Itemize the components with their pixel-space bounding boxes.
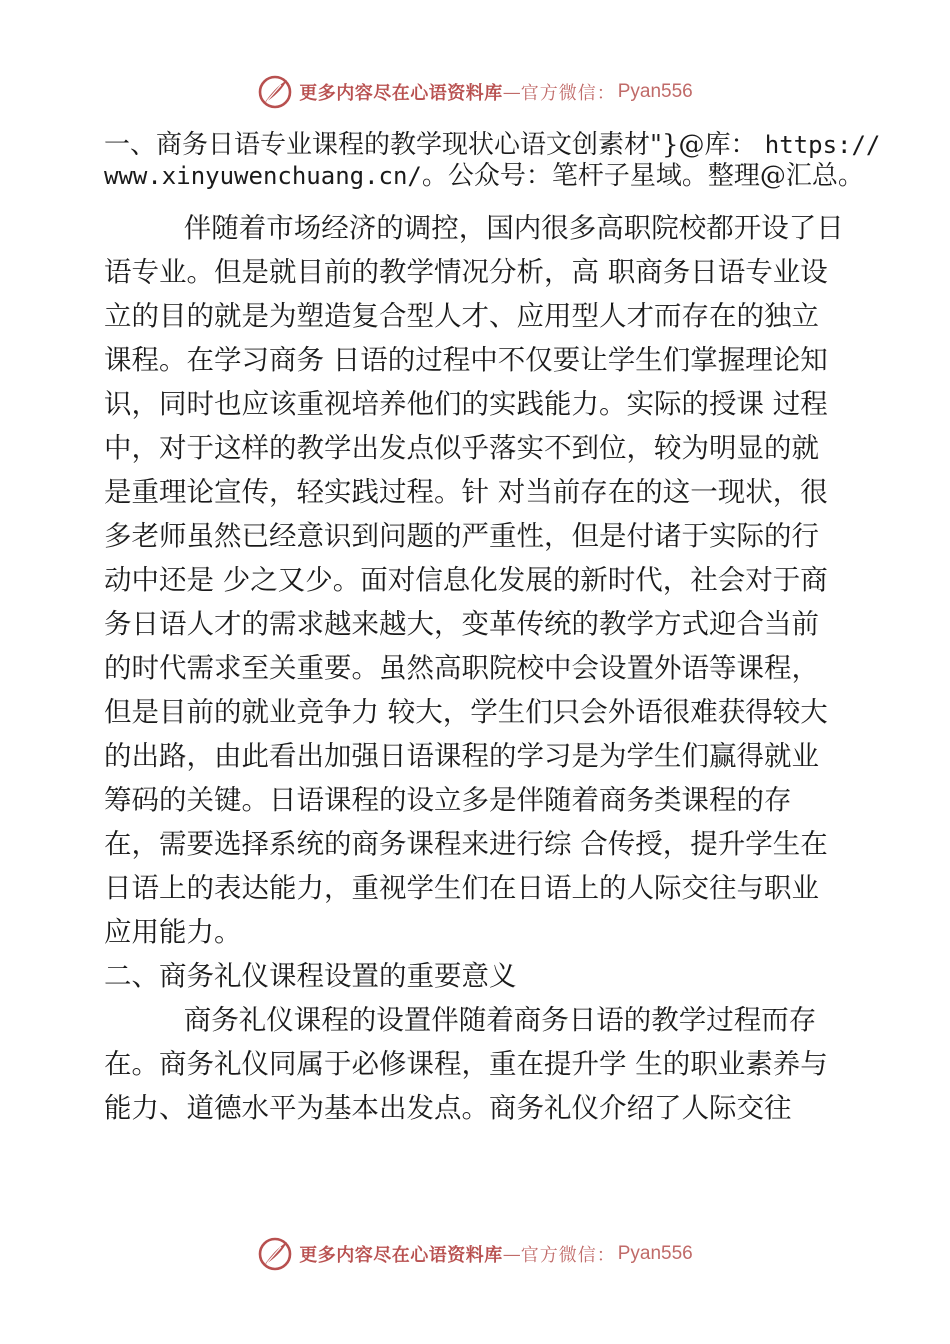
watermark-header <box>0 70 950 114</box>
watermark-brand: 更多内容尽在心语资料库 <box>299 1245 503 1266</box>
heading1-text: 一、商务日语专业课程的教学现状心语文创素材"}@库： <box>104 130 757 160</box>
watermark-official-label: 官方微信： <box>520 83 616 104</box>
section-heading-1 <box>104 130 894 192</box>
watermark-separator: — <box>502 1243 521 1265</box>
watermark-official-label: 官方微信： <box>520 1245 616 1266</box>
paragraph-2: 商务礼仪课程的设置伴随着商务日语的教学过程而存在。商务礼仪同属于必修课程，重在提升学 生的职业素养与能力、道德水平为基本出发点。商务礼仪介绍了人际交往 <box>104 1004 828 1124</box>
heading1-tail: 。公众号：笔杆子星域。整理@汇总。 <box>421 161 864 191</box>
watermark-separator: — <box>502 81 521 103</box>
watermark-wechat-id: Pyan556 <box>617 1243 693 1264</box>
heading1-url: https://www.xinyuwenchuang.cn/ <box>104 131 881 190</box>
section-heading-2: 二、商务礼仪课程设置的重要意义 <box>104 960 517 992</box>
quill-circle-icon <box>257 1236 293 1272</box>
quill-circle-icon <box>257 74 293 110</box>
paragraph-1: 伴随着市场经济的调控，国内很多高职院校都开设了日语专业。但是就目前的教学情况分析，高 职商务日语专业设立的目的就是为塑造复合型人才、应用型人才而存在的独立课程。在学习商务 日语的过程中不仅要让学生们掌握理论知识，同时也应该重视培养他们的实践能力。实际的授课 过程中，对于这样的教学出发点似乎落实不到位，较为明显的就是重理论宣传，轻实践过程。针 对当前存在的这一现状，很多老师虽然已经意识到问题的严重性，但是付诸于实际的行动中还是 少之又少。面对信息化发展的新时代，社会对于商务日语人才的需求越来越大，变革传统的教学方式迎合当前的时代需求至关重要。虽然高职院校中会设置外语等课程，但是目前的就业竞争力 较大，学生们只会外语很难获得较大的出路，由此看出加强日语课程的学习是为学生们赢得就业筹码的关键。日语课程的设立多是伴随着商务类课程的存在，需要选择系统的商务课程来进行综 合传授，提升学生在日语上的表达能力，重视学生们在日语上的人际交往与职业应用能力。 <box>104 212 844 948</box>
watermark-wechat-id: Pyan556 <box>617 81 693 102</box>
watermark-brand: 更多内容尽在心语资料库 <box>299 83 503 104</box>
watermark-footer <box>0 1232 950 1276</box>
document-body <box>104 130 894 1130</box>
